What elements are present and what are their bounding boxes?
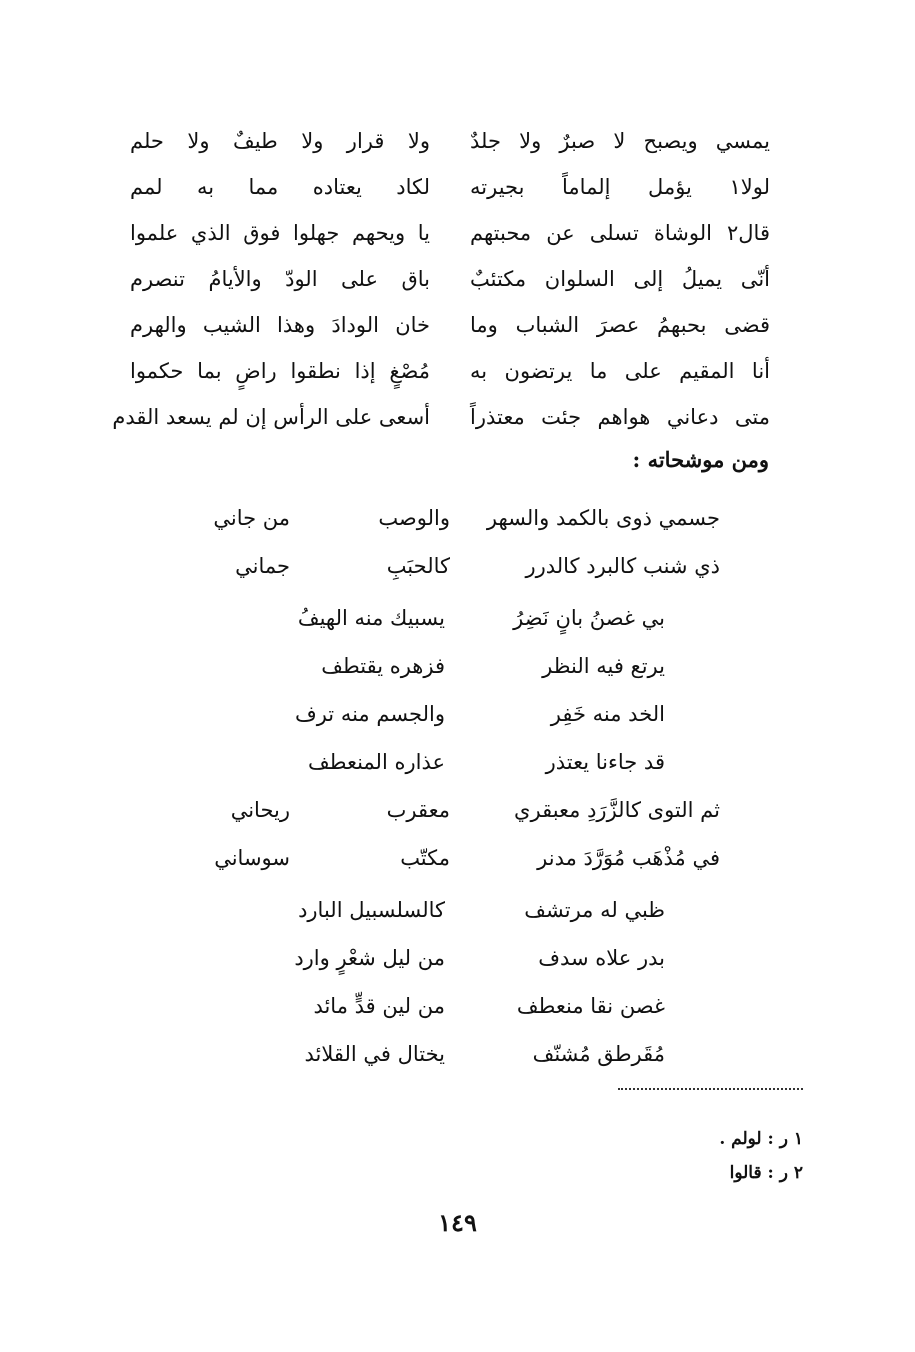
muwashshah-line <box>180 786 720 834</box>
verse-segment: الخد منه خَفِر <box>550 702 665 726</box>
verse-segment: جماني <box>235 554 290 578</box>
verse-segment: جسمي ذوى بالكمد والسهر <box>486 506 720 530</box>
muwashshah-line <box>235 934 665 982</box>
verse-segment: بي غصنُ بانٍ نَضِرُ <box>513 606 665 630</box>
footnote: ٢ ر : قالوا <box>729 1163 803 1183</box>
muwashshah-line <box>180 834 720 882</box>
verse-segment: فزهره يقتطف <box>321 654 445 678</box>
first-hemistich: قضى بحبهمُ عصرَ الشباب وما <box>470 313 770 337</box>
first-hemistich: يمسي ويصبح لا صبرٌ ولا جلدٌ <box>470 129 770 153</box>
verse-segment: كالسلسبيل البارد <box>298 898 445 922</box>
muwashshah-line <box>180 494 720 542</box>
verse-segment: ظبي له مرتشف <box>524 898 665 922</box>
verse-segment: في مُذْهَب مُوَرَّدَ مدنر <box>537 846 720 870</box>
verse-segment: ريحاني <box>230 798 290 822</box>
verse-segment: والوصب <box>378 506 450 530</box>
verse-segment: عذاره المنعطف <box>307 750 445 774</box>
muwashshah-line <box>235 594 665 642</box>
verse-segment: بدر علاه سدف <box>538 946 665 970</box>
muwashshah-line <box>235 886 665 934</box>
first-hemistich: أنّى يميلُ إلى السلوان مكتئبٌ <box>470 267 770 291</box>
verse-segment: يختال في القلائد <box>304 1042 445 1066</box>
verse-segment: يسبيك منه الهيفُ <box>297 606 445 630</box>
verse-segment: سوساني <box>214 846 290 870</box>
verse-segment: مكتّب <box>400 846 450 870</box>
first-hemistich: متى دعاني هواهم جئت معتذراً <box>470 405 770 429</box>
section-heading: ومن موشحاته : <box>632 447 769 472</box>
first-hemistich: لولا١ يؤمل إلماماً بجيرته <box>470 175 770 199</box>
second-hemistich: ولا قرار ولا طيفٌ ولا حلم <box>130 129 430 153</box>
second-hemistich: خان الودادَ وهذا الشيب والهرم <box>130 313 430 337</box>
muwashshah-line <box>235 738 665 786</box>
poem-verse <box>130 118 770 164</box>
muwashshah-stanza <box>235 886 665 1078</box>
muwashshah-line <box>235 1030 665 1078</box>
second-hemistich: لكاد يعتاده مما به لمم <box>130 175 430 199</box>
first-hemistich: قال٢ الوشاة تسلى عن محبتهم <box>470 221 770 245</box>
second-hemistich: يا ويحهم جهلوا فوق الذي علموا <box>130 221 430 245</box>
muwashshah-stanza <box>235 594 665 786</box>
second-hemistich: باق على الودّ والأيامُ تنصرم <box>130 267 430 291</box>
verse-segment: قد جاءنا يعتذر <box>545 750 665 774</box>
poem-verse <box>130 256 770 302</box>
first-hemistich: أنا المقيم على ما يرتضون به <box>470 359 770 383</box>
verse-segment: يرتع فيه النظر <box>542 654 665 678</box>
poem-verse <box>112 394 770 440</box>
muwashshah-line <box>235 642 665 690</box>
muwashshah-stanza <box>180 786 720 882</box>
verse-segment: من جاني <box>213 506 290 530</box>
muwashshah-line <box>180 542 720 590</box>
verse-segment: من لين قدٍّ مائد <box>313 994 445 1018</box>
muwashshah-line <box>235 982 665 1030</box>
poem-verse <box>130 302 770 348</box>
poem-verse <box>130 164 770 210</box>
footnote: ١ ر : لولم . <box>719 1129 803 1149</box>
second-hemistich: مُصْغٍ إذا نطقوا راضٍ بما حكموا <box>130 359 430 383</box>
verse-segment: معقرب <box>386 798 450 822</box>
verse-segment: ثم التوى كالزَّرَدِ معبقري <box>514 798 720 822</box>
poem-verse <box>130 210 770 256</box>
verse-segment: كالحبَبِ <box>386 554 450 578</box>
verse-segment: والجسم منه ترف <box>294 702 445 726</box>
footnotes <box>719 1122 803 1190</box>
page-number: ١٤٩ <box>438 1208 477 1237</box>
muwashshah-line <box>235 690 665 738</box>
poem-verse <box>130 348 770 394</box>
verse-segment: ذي شنب كالبرد كالدرر <box>525 554 720 578</box>
verse-segment: مُقَرطق مُشنّف <box>532 1042 665 1066</box>
verse-segment: من ليل شعْرٍ وارد <box>294 946 445 970</box>
verse-segment: غصن نقا منعطف <box>516 994 665 1018</box>
footnote-divider <box>618 1088 803 1090</box>
muwashshah-stanza <box>180 494 720 590</box>
poem-block <box>112 118 770 440</box>
second-hemistich: أسعى على الرأس إن لم يسعد القدم <box>112 405 430 429</box>
